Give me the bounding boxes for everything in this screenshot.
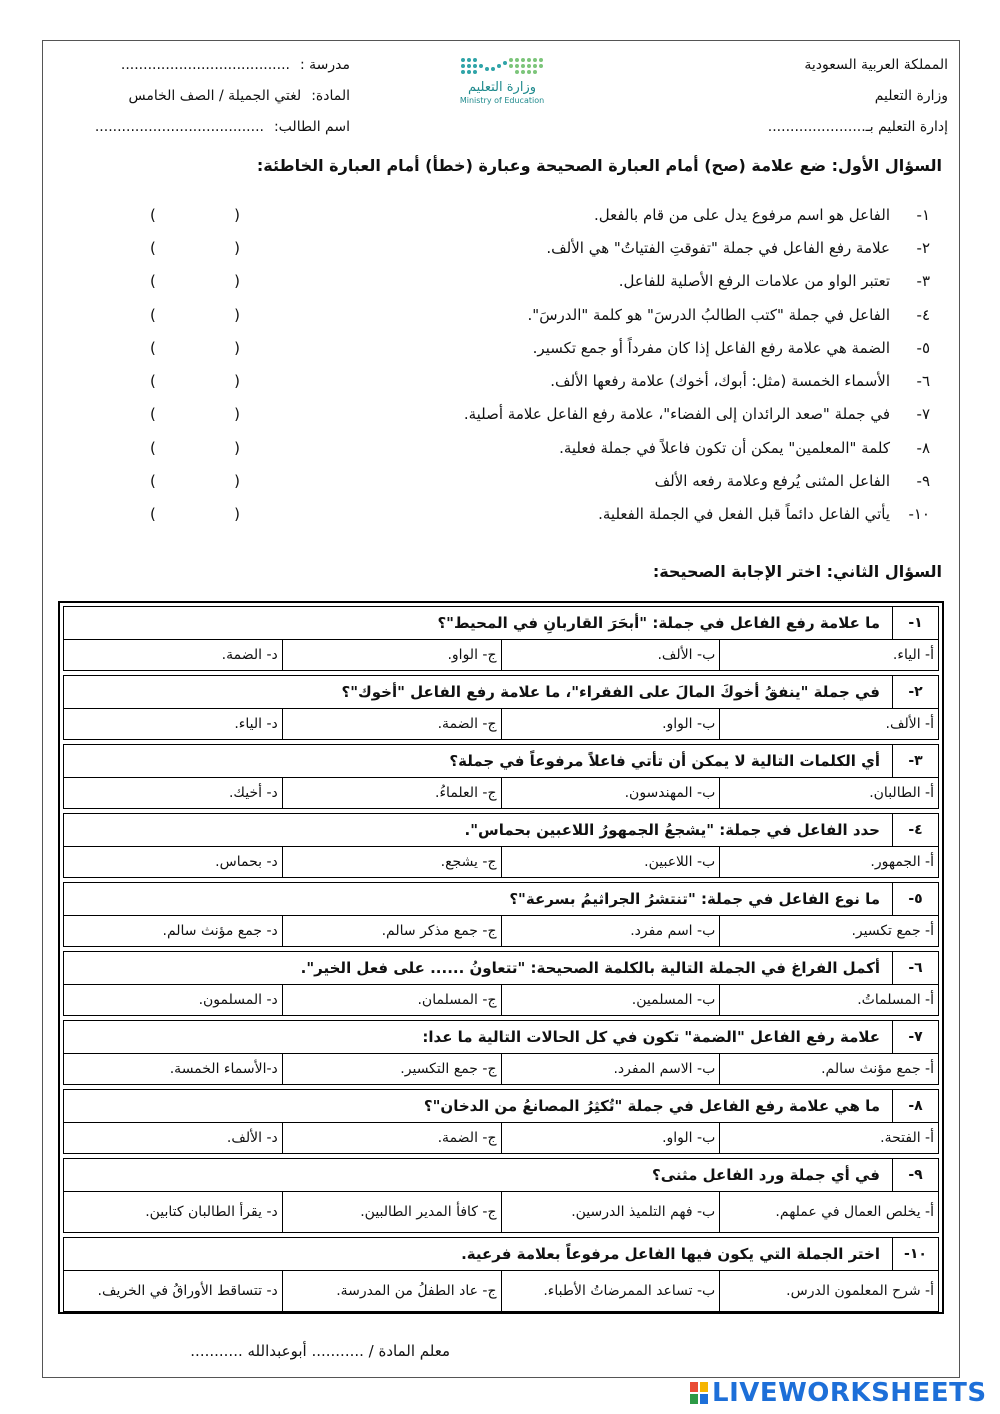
q1-title: السؤال الأول: ضع علامة (صح) أمام العبارة الصحيحة وعبارة (خطأ) أمام العبارة الخاطئة: [256,156,942,175]
q2-question-number: ١٠- [892,1238,938,1270]
q1-item-text: كلمة "المعلمين" يمكن أن تكون فاعلاً في جملة فعلية. [559,438,890,457]
q1-item [150,498,930,531]
q2-option-a[interactable]: أ- جمع مؤنث سالم. [719,1054,938,1084]
liveworksheets-text: LIVEWORKSHEETS [712,1378,987,1408]
q2-option-d[interactable]: د- يقرأ الطالبان كتابين. [145,1204,278,1220]
q2-question-text: أي الكلمات التالية لا يمكن أن تأتي فاعلاً مرفوعاً في جملة؟ [449,752,880,770]
q2-option-d[interactable]: د- الألف. [226,1130,278,1146]
q2-option-a[interactable]: أ- الفتحة. [719,1123,938,1153]
q1-item [150,231,930,264]
header-right [688,50,948,143]
q2-question-text: ما نوع الفاعل في جملة: "تنتشرُ الجراثيمُ بسرعة"؟ [509,890,880,908]
q2-question-number: ٧- [892,1021,938,1053]
liveworksheets-logo-icon [690,1382,708,1404]
q2-option-d[interactable]: د- جمع مؤنث سالم. [162,923,278,939]
paren-close: ) [150,338,156,357]
q1-item-number: ٣- [916,272,930,291]
paren-open: ( [234,472,240,491]
answer-blank[interactable] [150,505,240,523]
paren-open: ( [234,238,240,257]
q2-option-a[interactable]: أ- جمع تكسير. [719,916,938,946]
q2-question [63,675,939,740]
ministry-logo [452,56,552,128]
q2-option-c[interactable]: ج- الضمة. [282,709,501,739]
q2-option-c[interactable]: ج- الواو. [282,640,501,670]
q2-question [63,1237,939,1312]
answer-blank[interactable] [150,206,240,224]
answer-blank[interactable] [150,439,240,457]
q2-option-b[interactable]: ب- الاسم المفرد. [501,1054,720,1084]
q2-option-b[interactable]: ب- الواو. [501,1123,720,1153]
subject-value: لغتي الجميلة / الصف الخامس [128,88,302,104]
paren-open: ( [234,305,240,324]
q2-question [63,951,939,1016]
liveworksheets-brand [690,1378,987,1408]
q2-title: السؤال الثاني: اختر الإجابة الصحيحة: [652,562,942,581]
paren-open: ( [234,405,240,424]
paren-open: ( [234,505,240,524]
q2-option-c[interactable]: ج- الضمة. [282,1123,501,1153]
paren-close: ) [150,438,156,457]
q2-question-number: ١- [892,607,938,639]
q2-question-text: علامة رفع الفاعل "الضمة" تكون في كل الحالات التالية ما عدا: [422,1028,880,1046]
q2-option-d[interactable]: د- الياء. [234,716,278,732]
answer-blank[interactable] [150,239,240,257]
logo-arabic-text: وزارة التعليم [467,80,537,95]
q2-option-c[interactable]: ج- كافأ المدير الطالبين. [282,1192,501,1232]
q1-item-text: الفاعل المثنى يُرفع وعلامة رفعه الألف [654,472,890,491]
logo-english-text: Ministry of Education [459,96,545,105]
q1-item-number: ٦- [916,372,930,391]
answer-blank[interactable] [150,405,240,423]
header-kingdom: المملكة العربية السعودية [804,57,948,73]
q2-option-b[interactable]: ب- اللاعبين. [501,847,720,877]
q1-item-number: ١- [916,205,930,224]
q1-item-text: الأسماء الخمسة (مثل: أبوك، أخوك) علامة رفعها الألف. [550,372,890,391]
q2-question-number: ٤- [892,814,938,846]
school-line [90,50,350,81]
q2-question-number: ٥- [892,883,938,915]
q1-item-number: ١٠- [908,505,930,524]
q2-option-b[interactable]: ب- الألف. [501,640,720,670]
q2-question-text: أكمل الفراغ في الجملة التالية بالكلمة الصحيحة: "تتعاونُ ...... على فعل الخير". [300,959,880,977]
q1-item-text: الفاعل في جملة "كتب الطالبُ الدرسَ" هو كلمة "الدرسَ". [527,305,890,324]
q2-question-number: ٦- [892,952,938,984]
q2-question [63,744,939,809]
q2-question [63,882,939,947]
q1-item-text: تعتبر الواو من علامات الرفع الأصلية للفاعل. [618,272,890,291]
q2-option-b[interactable]: ب- المهندسون. [501,778,720,808]
student-value: ...................................... [94,119,264,135]
header-left [90,50,350,143]
q2-option-a[interactable]: أ- الألف. [719,709,938,739]
q2-option-c[interactable]: ج- عاد الطفلُ من المدرسة. [282,1271,501,1311]
paren-open: ( [234,372,240,391]
q1-item-text: في جملة "صعد الرائدان إلى الفضاء"، علامة رفع الفاعل علامة أصلية. [463,405,890,424]
q1-item-text: الفاعل هو اسم مرفوع يدل على من قام بالفعل. [593,205,890,224]
q2-question-number: ٣- [892,745,938,777]
q1-item-text: يأتي الفاعل دائماً قبل الفعل في الجملة الفعلية. [598,505,890,524]
paren-close: ) [150,472,156,491]
teacher-signature: معلم المادة / ........... أبوعبدالله ........... [190,1342,450,1360]
subject-line [90,81,350,112]
q2-option-d[interactable]: د- تتساقط الأوراقُ في الخريف. [97,1283,278,1299]
q2-option-b[interactable]: ب- المسلمين. [501,985,720,1015]
q2-question-number: ٩- [892,1159,938,1191]
answer-blank[interactable] [150,472,240,490]
q2-option-b[interactable]: ب- اسم مفرد. [501,916,720,946]
answer-blank[interactable] [150,372,240,390]
q2-question-text: اختر الجملة التي يكون فيها الفاعل مرفوعاً بعلامة فرعية. [461,1245,880,1263]
q1-item-number: ٤- [916,305,930,324]
paren-open: ( [234,438,240,457]
subject-label: المادة: [311,88,350,104]
header-directorate: إدارة التعليم بـ...................... [767,119,948,135]
answer-blank[interactable] [150,339,240,357]
q1-item [150,398,930,431]
q2-option-a[interactable]: أ- الطالبان. [719,778,938,808]
q2-question [63,1089,939,1154]
q2-option-a[interactable]: أ- المسلماتُ. [719,985,938,1015]
paren-open: ( [234,338,240,357]
q2-question-text: في أي جملة ورد الفاعل مثنى؟ [652,1166,880,1184]
q2-option-a[interactable]: أ- شرح المعلمون الدرس. [719,1271,938,1311]
q2-question-text: ما علامة رفع الفاعل في جملة: "أبحَرَ القاربانِ في المحيط"؟ [437,614,880,632]
q1-item-number: ٨- [916,438,930,457]
q1-item-number: ٧- [916,405,930,424]
q2-option-d[interactable]: د-الأسماء الخمسة. [169,1061,278,1077]
paren-close: ) [150,272,156,291]
q2-question [63,1158,939,1233]
q2-question [63,1020,939,1085]
paren-close: ) [150,205,156,224]
q2-question-text: في جملة "ينفقُ أخوكَ المالَ على الفقراء"، ما علامة رفع الفاعل "أخوك"؟ [341,683,880,701]
q1-list [150,198,930,531]
q1-item-number: ٥- [916,338,930,357]
q2-table [58,601,944,1314]
q2-option-a[interactable]: أ- الجمهور. [719,847,938,877]
q2-option-d[interactable]: د- الضمة. [221,647,278,663]
paren-close: ) [150,238,156,257]
q1-item [150,364,930,397]
q1-item [150,265,930,298]
q2-option-a[interactable]: أ- الياء. [719,640,938,670]
student-label: اسم الطالب: [273,119,350,135]
answer-blank[interactable] [150,306,240,324]
paren-open: ( [234,205,240,224]
paren-close: ) [150,405,156,424]
q1-item [150,298,930,331]
q1-item [150,331,930,364]
q2-option-d[interactable]: د- المسلمون. [198,992,278,1008]
q2-option-d[interactable]: د- أخيك. [228,785,278,801]
q2-option-a[interactable]: أ- يخلص العمال في عملهم. [719,1192,938,1232]
paren-open: ( [234,272,240,291]
q1-item [150,431,930,464]
q1-item-text: علامة رفع الفاعل في جملة "تفوقتِ الفتياتُ" هي الألف. [546,238,890,257]
answer-blank[interactable] [150,272,240,290]
q2-option-b[interactable]: ب- الواو. [501,709,720,739]
school-label: مدرسة : [299,57,350,73]
q2-option-d[interactable]: د- بحماس. [215,854,278,870]
q2-question-text: حدد الفاعل في جملة: "يشجعُ الجمهورُ اللاعبين بحماس". [464,821,880,839]
logo-dots-icon [457,56,547,80]
q1-item-number: ٢- [916,238,930,257]
q1-item-text: الضمة هي علامة رفع الفاعل إذا كان مفرداً أو جمع تكسير. [532,338,890,357]
paren-close: ) [150,505,156,524]
q2-option-c[interactable]: ج- جمع مذكر سالم. [282,916,501,946]
q2-question [63,813,939,878]
q2-question-number: ٨- [892,1090,938,1122]
q2-question-number: ٢- [892,676,938,708]
q1-item [150,198,930,231]
q2-option-b[interactable]: ب- تساعد الممرضاتُ الأطباء. [501,1271,720,1311]
paren-close: ) [150,305,156,324]
q2-option-c[interactable]: ج- جمع التكسير. [282,1054,501,1084]
q1-item-number: ٩- [916,472,930,491]
q2-option-b[interactable]: ب- فهم التلميذ الدرسين. [501,1192,720,1232]
paren-close: ) [150,372,156,391]
q2-option-c[interactable]: ج- يشجع. [282,847,501,877]
header-ministry: وزارة التعليم [874,88,948,104]
school-value: ...................................... [120,57,290,73]
q2-option-c[interactable]: ج- العلماءُ. [282,778,501,808]
q1-item [150,464,930,497]
student-line [90,112,350,143]
q2-question [63,606,939,671]
q2-question-text: ما هي علامة رفع الفاعل في جملة "تُكثِرُ المصانعُ من الدخان"؟ [423,1097,880,1115]
q2-option-c[interactable]: ج- المسلمان. [282,985,501,1015]
